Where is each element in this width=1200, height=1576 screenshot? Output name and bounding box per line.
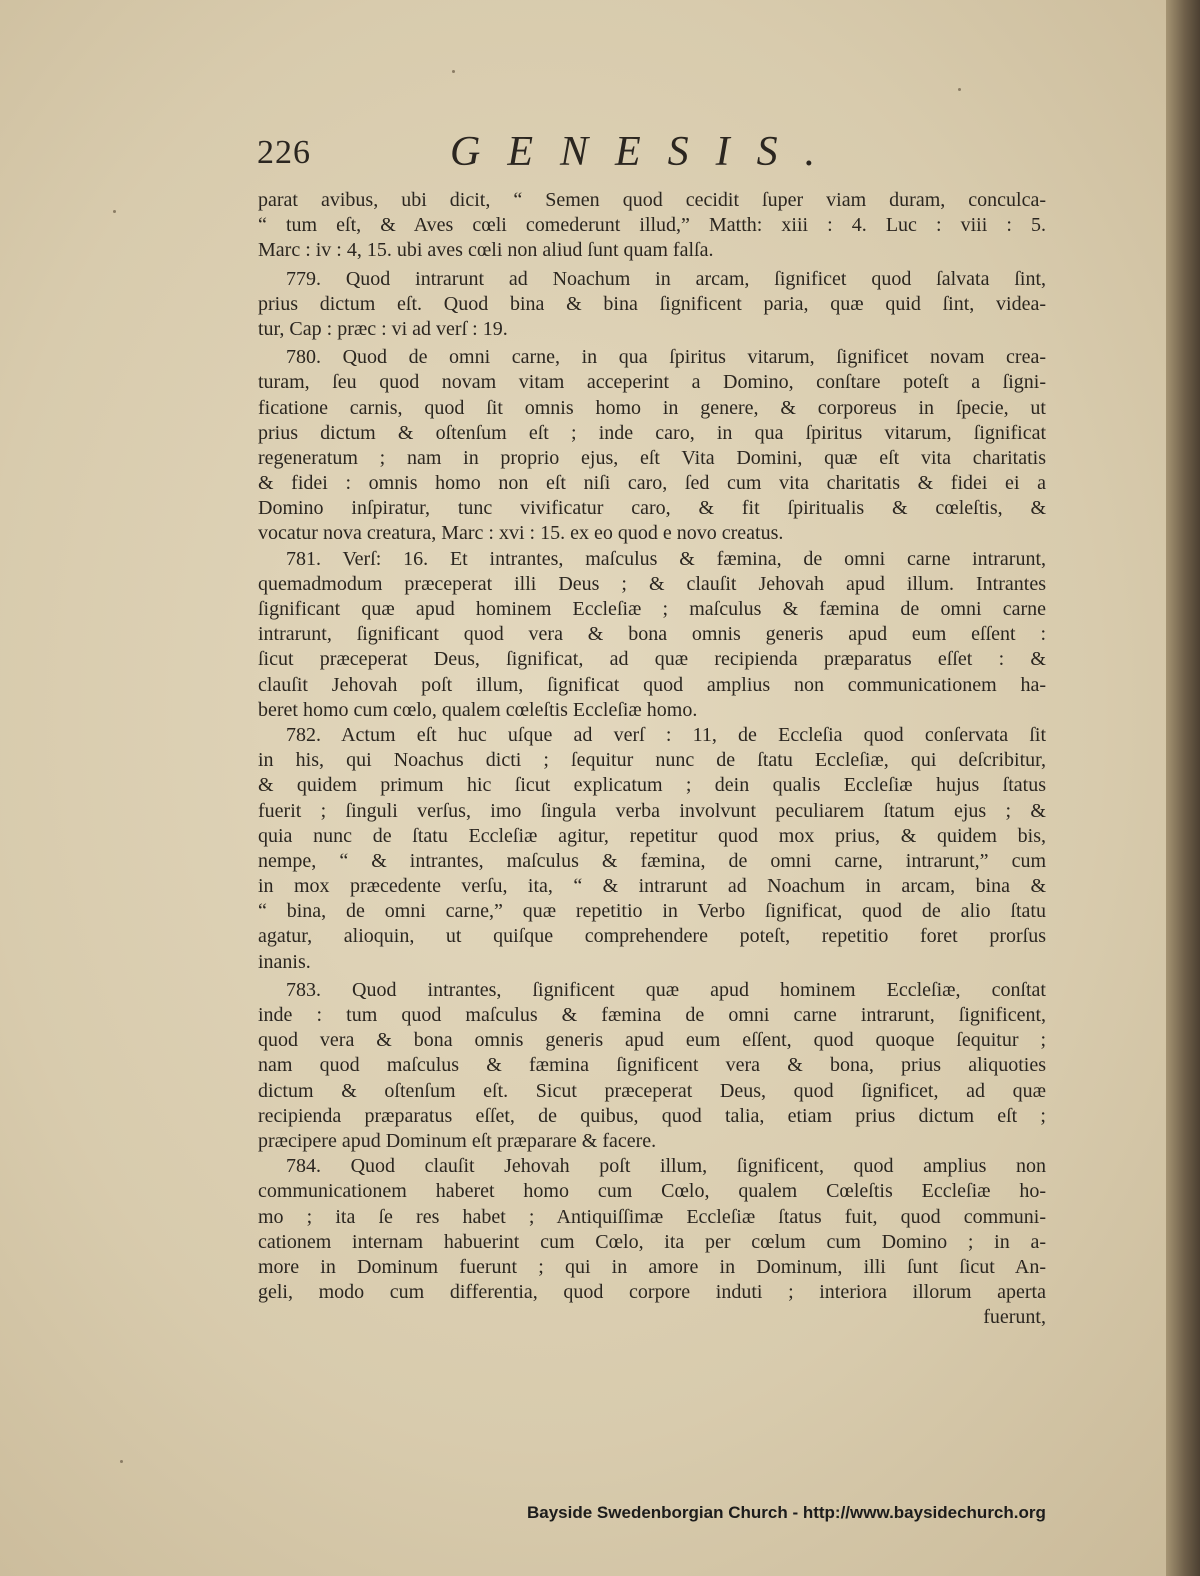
text-line: inde : tum quod maſculus & fæmina de omni carne intrarunt, ſignificent, [258,1004,1046,1026]
text-line: parat avibus, ubi dicit, “ Semen quod cecidit ſuper viam duram, conculca- [258,189,1046,211]
paper-speck [113,210,116,213]
text-line: regeneratum ; nam in proprio ejus, eſt Vita Domini, quæ eſt vita charitatis [258,446,1046,469]
text-line: recipienda præparatus eſſet, de quibus, quod talia, etiam prius dictum eſt ; [258,1104,1046,1127]
text-line: intrarunt, ſignificant quod vera & bona omnis generis apud eum eſſent : [258,623,1046,646]
text-line: dictum & oſtenſum eſt. Sicut præceperat Deus, quod ſignificet, ad quæ [258,1079,1046,1102]
text-line: turam, ſeu quod novam vitam acceperint a Domino, conſtare poteſt a ſigni- [258,371,1046,394]
paper-speck [120,1460,123,1463]
body-text [258,188,1046,1330]
text-line: beret homo cum cœlo, qualem cœleſtis Eccleſiæ homo. [258,698,698,721]
text-line: quemadmodum præceperat illi Deus ; & clauſit Jehovah apud illum. Intrantes [258,572,1046,595]
text-line: cationem internam habuerint cum Cœlo, ita per cœlum cum Domino ; in a- [258,1230,1046,1253]
paragraph-779-start: 779. Quod intrarunt ad Noachum in arcam, ſignificet quod ſalvata ſint, [286,267,1046,290]
paragraph-780-start: 780. Quod de omni carne, in qua ſpiritus vitarum, ſignificet novam crea- [286,346,1046,369]
text-line: Marc : iv : 4, 15. ubi aves cœli non aliud ſunt quam falſa. [258,239,714,262]
text-line: agatur, alioquin, ut quiſque comprehendere poteſt, repetitio foret prorſus [258,925,1046,948]
text-line: in his, qui Noachus dicti ; ſequitur nunc de ſtatu Eccleſiæ, qui deſcribitur, [258,749,1046,772]
text-line: quia nunc de ſtatu Eccleſiæ agitur, repetitur quod mox prius, & quidem bis, [258,824,1046,847]
text-line: in mox præcedente verſu, ita, “ & intrarunt ad Noachum in arcam, bina & [258,875,1046,898]
text-line: præcipere apud Dominum eſt præparare & facere. [258,1129,657,1152]
text-line: inanis. [258,950,311,973]
book-spine-shadow [1166,0,1200,1576]
paragraph-783-start: 783. Quod intrantes, ſignificent quæ apud hominem Eccleſiæ, conſtat [286,978,1046,1001]
text-line: & fidei : omnis homo non eſt niſi caro, ſed cum vita charitatis & fidei ei a [258,472,1046,495]
text-line: geli, modo cum differentia, quod corpore induti ; interiora illorum aperta [258,1281,1046,1304]
text-line: communicationem haberet homo cum Cœlo, qualem Cœleſtis Eccleſiæ ho- [258,1180,1046,1203]
text-line: “ tum eſt, & Aves cœli comederunt illud,” Matth: xiii : 4. Luc : viii : 5. [258,214,1046,237]
text-line: prius dictum & oſtenſum eſt ; inde caro, in qua ſpiritus vitarum, ſignificat [258,421,1046,444]
text-line: & quidem primum hic ſicut explicatum ; dein qualis Eccleſiæ hujus ſtatus [258,774,1046,797]
page-number: 226 [257,134,311,171]
text-line: nempe, “ & intrantes, maſculus & fæmina, de omni carne, intrarunt,” cum [258,849,1046,872]
paragraph-781-start: 781. Verſ: 16. Et intrantes, maſculus & fæmina, de omni carne intrarunt, [286,547,1046,570]
page-header [257,128,857,188]
paper-speck [452,70,455,73]
text-line: ſignificant quæ apud hominem Eccleſiæ ; maſculus & fæmina de omni carne [258,598,1046,620]
catchword: fuerunt, [983,1306,1046,1329]
text-line: nam quod maſculus & fæmina ſignificent vera & bona, prius aliquoties [258,1054,1046,1077]
text-line: “ bina, de omni carne,” quæ repetitio in Verbo ſignificat, quod de alio ſtatu [258,900,1046,923]
text-line: more in Dominum fuerunt ; qui in amore in Dominum, illi ſunt ſicut An- [258,1255,1046,1278]
text-line: fuerit ; ſinguli verſus, imo ſingula verba involvunt peculiarem ſtatum ejus ; & [258,799,1046,822]
text-line: Domino inſpiratur, tunc vivificatur caro, & fit ſpiritualis & cœleſtis, & [258,497,1046,520]
text-line: prius dictum eſt. Quod bina & bina ſignificent paria, quæ quid ſint, videa- [258,292,1046,315]
paper-speck [958,88,961,91]
paragraph-782-start: 782. Actum eſt huc uſque ad verſ : 11, de Eccleſia quod conſervata ſit [286,723,1046,746]
text-line: vocatur nova creatura, Marc : xvi : 15. ex eo quod e novo creatus. [258,522,784,545]
text-line: tur, Cap : præc : vi ad verſ : 19. [258,317,508,340]
text-line: ficatione carnis, quod ſit omnis homo in genere, & corporeus in ſpecie, ut [258,396,1046,419]
watermark-credit: Bayside Swedenborgian Church - http://www.baysidechurch.org [527,1503,1046,1522]
text-line: mo ; ita ſe res habet ; Antiquiſſimæ Eccleſiæ ſtatus fuit, quod communi- [258,1205,1046,1228]
running-title: GENESIS. [450,129,843,175]
paragraph-784-start: 784. Quod clauſit Jehovah poſt illum, ſignificent, quod amplius non [286,1155,1046,1178]
text-line: quod vera & bona omnis generis apud eum eſſent, quod quoque ſequitur ; [258,1029,1046,1052]
text-line: ſicut præceperat Deus, ſignificat, ad quæ recipienda præparatus eſſet : & [258,648,1046,671]
text-line: clauſit Jehovah poſt illum, ſignificat quod amplius non communicationem ha- [258,673,1046,696]
